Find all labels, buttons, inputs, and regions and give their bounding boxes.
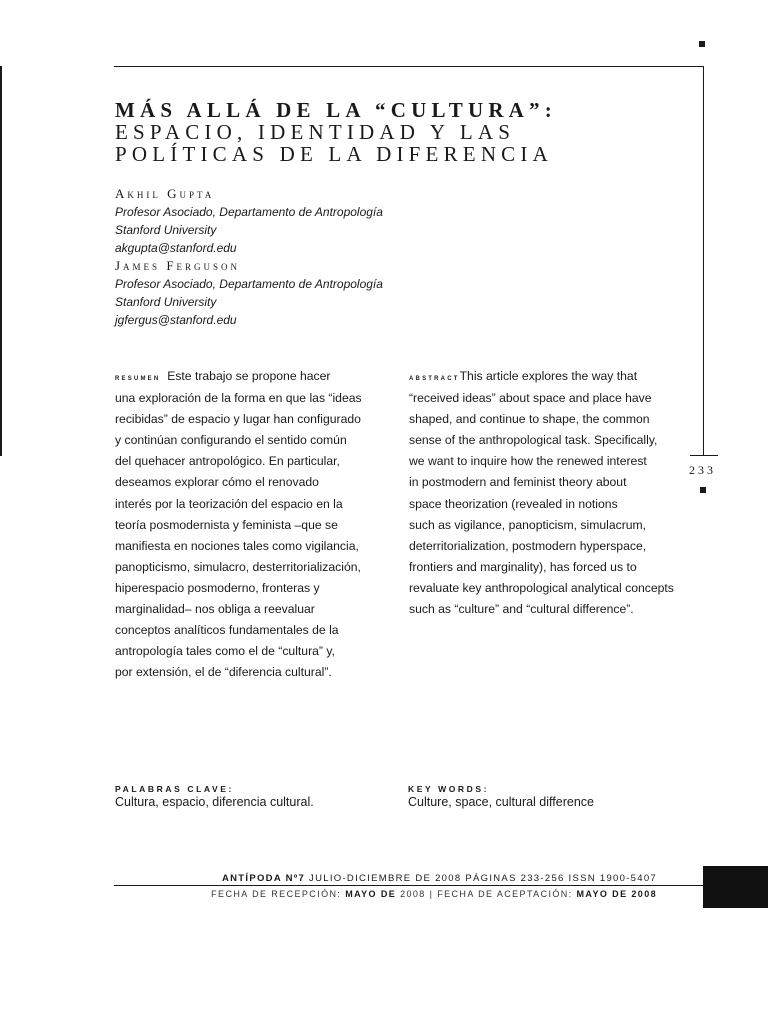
keywords-en-text: Culture, space, cultural difference [408, 795, 594, 809]
resumen-line: recibidas” de espacio y lugar han configurado [115, 412, 361, 427]
resumen-line: panopticismo, simulacro, desterritorialización, [115, 559, 361, 574]
journal-name: ANTÍPODA Nº7 [221, 873, 306, 884]
resumen-line: del quehacer antropológico. En particular, [115, 454, 340, 469]
resumen-line: una exploración de la forma en que las “ideas [115, 391, 362, 406]
abstract-line: “received ideas” about space and place have [409, 391, 652, 406]
article-title [115, 99, 557, 165]
journal-citation [222, 873, 657, 884]
resumen-line: hiperespacio posmoderno, fronteras y [115, 580, 320, 595]
abstract-line: deterritorialization, postmodern hyperspace, [409, 538, 647, 553]
corner-square-bottom [700, 487, 706, 493]
abstract-line: sense of the anthropological task. Specifically, [409, 433, 658, 448]
keywords-en-heading: KEY WORDS: [408, 784, 490, 794]
abstract-line: such as vigilance, panopticism, simulacrum, [409, 517, 647, 532]
abstract-line: shaped, and continue to shape, the common [409, 412, 650, 427]
author-email: jgfergus@stanford.edu [115, 313, 237, 327]
resumen-line: manifiesta en nociones tales como vigilancia, [115, 538, 359, 553]
author-position: Profesor Asociado, Departamento de Antropología [115, 277, 383, 291]
resumen-column [115, 366, 385, 683]
resumen-line: antropología tales como el de “cultura” y, [115, 644, 335, 659]
corner-square-top [699, 41, 705, 47]
abstract-column [409, 366, 679, 620]
resumen-line: marginalidad– nos obliga a reevaluar [115, 602, 315, 617]
header-rule [114, 66, 704, 67]
authors-block [115, 185, 383, 329]
resumen-line: conceptos analíticos fundamentales de la [115, 623, 339, 638]
author-name: Akhil Gupta [115, 186, 215, 201]
author-institution: Stanford University [115, 223, 217, 237]
abstract-line: frontiers and marginality), has forced us to [409, 559, 637, 574]
dates-line [211, 889, 657, 899]
corner-tab [703, 866, 768, 908]
resumen-line: interés por la teorización del espacio en la [115, 496, 343, 511]
page-number: 233 [689, 463, 716, 477]
abstract-line: abstractThis article explores the way that [409, 369, 638, 383]
keywords-es-text: Cultura, espacio, diferencia cultural. [115, 795, 314, 809]
author-position: Profesor Asociado, Departamento de Antropología [115, 205, 383, 219]
right-frame-rule [703, 66, 704, 455]
abstract-line: space theorization (revealed in notions [409, 496, 618, 511]
author-name: James Ferguson [115, 258, 241, 273]
received-month: MAYO DE [345, 889, 397, 899]
keywords-es [115, 784, 314, 809]
accepted-date: MAYO DE 2008 [576, 889, 657, 899]
received-label: FECHA DE RECEPCIÓN: [211, 889, 346, 899]
keywords-es-heading: PALABRAS CLAVE: [115, 784, 234, 794]
resumen-line: deseamos explorar cómo el renovado [115, 475, 319, 490]
title-line-1: MÁS ALLÁ DE LA “CULTURA”: [115, 98, 557, 122]
resumen-line: teoría posmodernista y feminista –que se [115, 517, 338, 532]
abstract-label: abstract [409, 372, 460, 382]
left-margin-rule [0, 66, 2, 456]
abstract-line: we want to inquire how the renewed interest [409, 454, 647, 469]
footer-rule [114, 885, 704, 886]
resumen-line: y continúan configurando el sentido común [115, 433, 347, 448]
abstract-line: revaluate key anthropological analytical concepts [409, 580, 674, 595]
keywords-en [408, 784, 594, 809]
author-institution: Stanford University [115, 295, 217, 309]
abstract-line: in postmodern and feminist theory about [409, 475, 627, 490]
title-line-2: ESPACIO, IDENTIDAD Y LAS [115, 120, 516, 144]
resumen-line: por extensión, el de “diferencia cultural”. [115, 665, 332, 680]
page-number-rule [690, 455, 718, 456]
received-year: 2008 | FECHA DE ACEPTACIÓN: [396, 889, 577, 899]
resumen-line: resumen Este trabajo se propone hacer [115, 369, 331, 383]
title-line-3: POLÍTICAS DE LA DIFERENCIA [115, 142, 553, 166]
abstract-line: such as “culture” and “cultural difference”. [409, 602, 634, 617]
issue-info: JULIO-DICIEMBRE DE 2008 PÁGINAS 233-256 ISSN 1900-5407 [305, 873, 657, 884]
author-email: akgupta@stanford.edu [115, 241, 237, 255]
resumen-label: resumen [115, 372, 161, 382]
